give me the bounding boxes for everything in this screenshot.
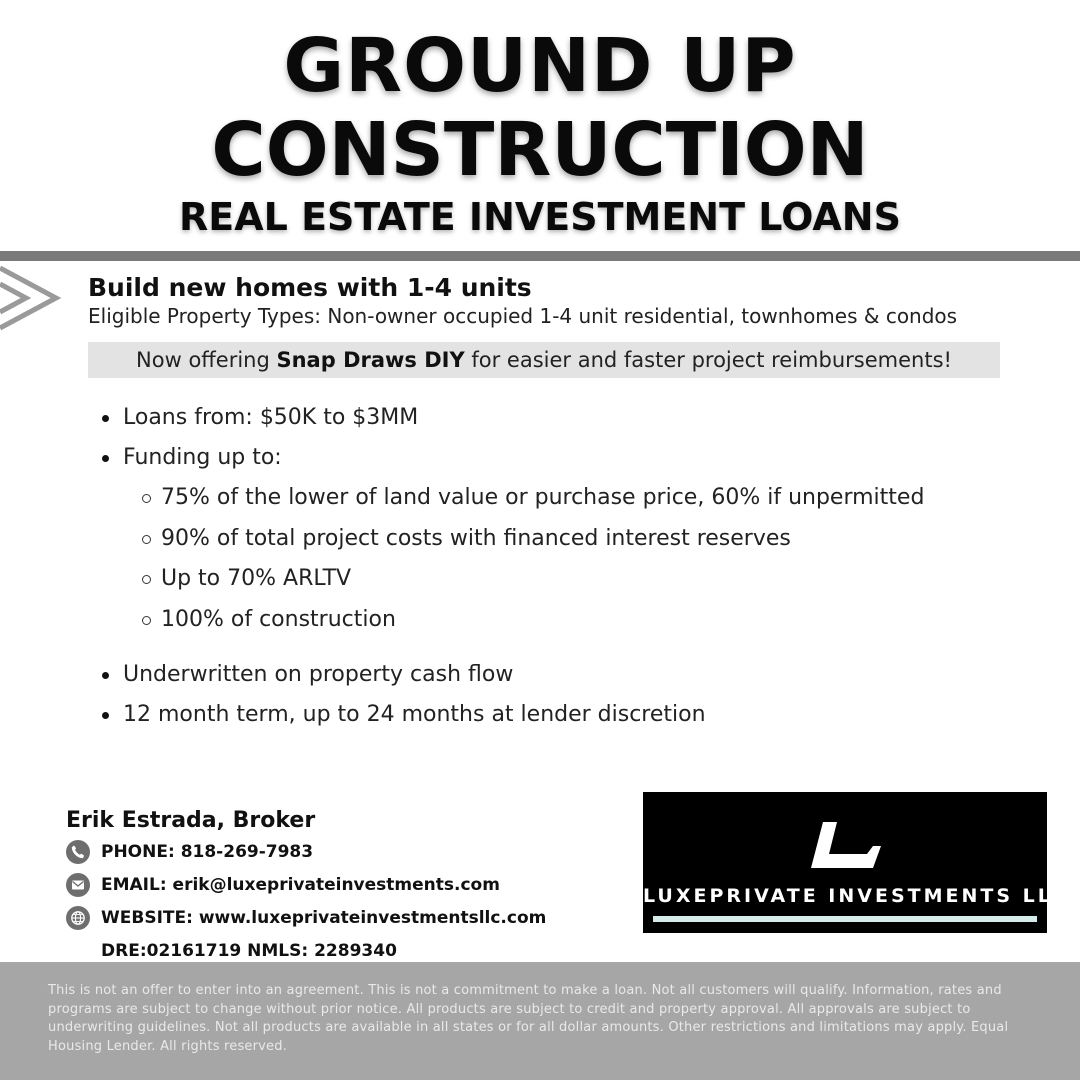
footer — [0, 962, 1080, 1080]
globe-icon — [66, 906, 90, 930]
intro-heading: Build new homes with 1-4 units — [88, 273, 532, 302]
banner-highlight: Snap Draws DIY — [276, 348, 465, 372]
funding-sub-text: Up to 70% ARLTV — [161, 566, 352, 591]
broker-name: Erik Estrada, Broker — [66, 808, 316, 833]
eligible-property-types: Eligible Property Types: Non-owner occupied 1-4 unit residential, townhomes & condos — [88, 304, 958, 328]
title-line-2: CONSTRUCTION — [211, 107, 869, 193]
email-text: EMAIL: erik@luxeprivateinvestments.com — [101, 875, 500, 895]
logo-accent-line — [653, 916, 1037, 922]
email-icon — [66, 873, 90, 897]
snap-draws-banner — [88, 342, 1000, 378]
banner-prefix: Now offering — [136, 348, 277, 372]
website-text: WEBSITE: www.luxeprivateinvestmentsllc.com — [101, 908, 547, 928]
loans-from-text: Loans from: $50K to $3MM — [123, 405, 419, 430]
company-logo — [643, 792, 1070, 933]
hollow-bullet-icon — [142, 494, 151, 503]
bullet-icon — [102, 712, 109, 719]
term-text: 12 month term, up to 24 months at lender discretion — [123, 702, 706, 727]
legal-disclaimer: This is not an offer to enter into an agreement. This is not a commitment to make a loan. Not all customers will qualify. Information, rates and programs are subject to change without prior notice. All products are subject to credit and property approval. All approvals are subject to underwriting guidelines. Not all products are available in all states or for all dollar amounts. Other restrictions and limitations may apply. Equal Housing Lender. All rights reserved. — [48, 983, 1009, 1054]
underwritten-text: Underwritten on property cash flow — [123, 662, 514, 687]
bullet-icon — [102, 672, 109, 679]
chevron-arrows-icon — [0, 262, 62, 334]
bullet-icon — [102, 415, 109, 422]
funding-sub-text: 75% of the lower of land value or purchase price, 60% if unpermitted — [161, 485, 925, 510]
funding-text: Funding up to: — [123, 445, 282, 470]
subtitle: REAL ESTATE INVESTMENT LOANS — [179, 195, 901, 239]
bullet-icon — [102, 455, 109, 462]
logo-wordmark: LUXEPRIVATE INVESTMENTS LLC — [643, 885, 1070, 907]
hollow-bullet-icon — [142, 575, 151, 584]
license-text: DRE:02161719 NMLS: 2289340 — [101, 941, 397, 961]
hollow-bullet-icon — [142, 616, 151, 625]
phone-text: PHONE: 818-269-7983 — [101, 842, 314, 862]
phone-icon — [66, 840, 90, 864]
funding-sub-text: 90% of total project costs with financed interest reserves — [161, 526, 791, 551]
funding-sub-text: 100% of construction — [161, 607, 396, 632]
divider-bar — [0, 251, 1080, 261]
hollow-bullet-icon — [142, 535, 151, 544]
l-logo-mark-icon — [811, 822, 881, 870]
title-line-1: GROUND UP — [283, 23, 797, 109]
banner-suffix: for easier and faster project reimbursements! — [464, 348, 952, 372]
